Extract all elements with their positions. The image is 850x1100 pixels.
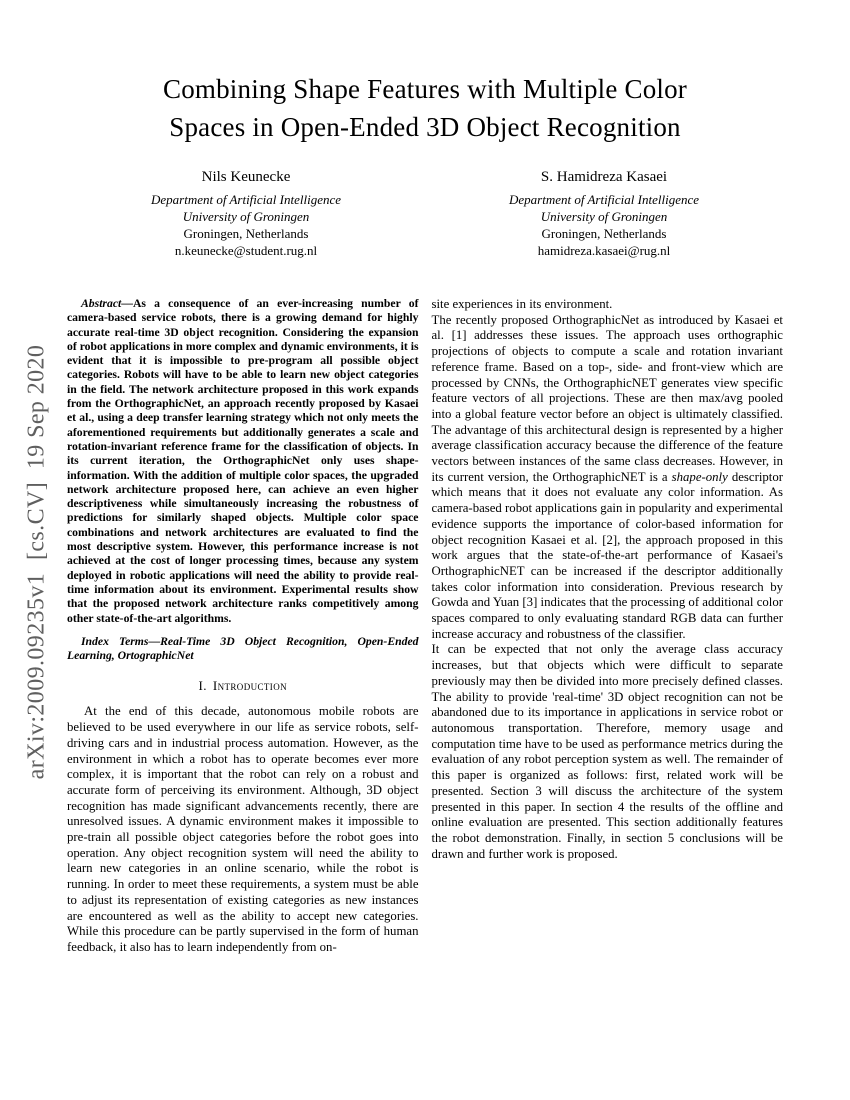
body-paragraph-2-post: descriptor which means that it does not evaluate any color information. As camera-based robot applications gain in popularity and experimental evidence supports the importance of color-based information for object recognition Kasaei et al. [2], the approach proposed in this work argues that the state-of-the-art performance of Kasaei's OrthographicNET can be increased if the descriptor additionally takes color information into consideration. Previous research by Gowda and Yuan [3] indicates that the processing of additional color spaces compared to only evaluating standard RGB data can further increase accuracy and robustness of the classifier. (431, 469, 783, 641)
index-terms-text: —Real-Time 3D Object Recognition, Open-Ended Learning, OrtographicNet (67, 634, 419, 663)
section-number: I. (198, 678, 207, 694)
index-terms (67, 635, 419, 664)
arxiv-watermark: arXiv:2009.09235v1 [cs.CV] 19 Sep 2020 (23, 344, 50, 780)
author-university: University of Groningen (182, 209, 310, 224)
paper-title-line1: Combining Shape Features with Multiple Color (162, 74, 687, 104)
author-block-2 (425, 168, 783, 259)
body-paragraph-2-italic: shape-only (671, 469, 728, 484)
body-paragraph-3: It can be expected that not only the average class accuracy increases, but that objects which were difficult to separate previously may then be divided into more precisely defined classes. The ability to provide 'real-time' 3D object recognition can not be abandoned due to its importance in applications in service robot or autonomous transportation. Therefore, memory usage and computation time have to be used as performance metrics during the evaluation of any robot perception system as well. The remainder of this paper is organized as follows: first, related work will be presented. Section 3 will discuss the architecture of the system presented in this paper. In section 4 the results of the offline and online evaluation are presented. This section additionally features the robot demonstration. Finally, in section 5 conclusions will be drawn and further work is proposed. (431, 642, 783, 861)
section-title: Introduction (212, 678, 287, 694)
author-department: Department of Artificial Intelligence (508, 192, 700, 207)
author-city: Groningen, Netherlands (183, 226, 309, 241)
body-paragraph-2 (432, 313, 784, 643)
intro-paragraph: At the end of this decade, autonomous mobile robots are believed to be used everywhere in our life as service robots, self-driving cars and in industrial process automation. However, as the environment in which a robot has to operate becomes ever more complex, it is important that the robot can rely on a robust and accurate form of perceiving its environment. Although, 3D object recognition has made significant advancements recently, there are unresolved issues. A dynamic environment makes it impossible to pre-train all possible object categories before the robot goes into operation. Any object recognition system will need the ability to learn new categories in an online scenario, while the robot is running. In order to meet these requirements, a system must be able to adjust its representation of existing categories as new instances are encountered as well as the ability to accept new categories. While this procedure can be partly supervised in the form of human feedback, it also has to learn independently from on- (67, 704, 419, 954)
author-university: University of Groningen (540, 209, 668, 224)
abstract (67, 297, 419, 626)
right-column (432, 297, 784, 956)
author-name: S. Hamidreza Kasaei (540, 169, 668, 185)
section-heading-introduction (67, 678, 419, 694)
author-email: hamidreza.kasaei@rug.nl (537, 243, 671, 258)
author-section (67, 168, 783, 259)
body-paragraph-1: site experiences in its environment. (431, 297, 613, 311)
abstract-text: —As a consequence of an ever-increasing number of camera-based service robots, there is a growing demand for highly accurate real-time 3D object recognition. Considering the expansion of robot applications in more complex and dynamic environments, it is evident that it is impossible to pre-program all possible object categories. Robots will have to be able to learn new object categories in the field. The network architecture proposed in this work expands from the OrthographicNet, an approach recently proposed by Kasaei et al., using a deep transfer learning strategy which not only meets the aforementioned requirements but additionally generates a scale and rotation-invariant reference frame for the classification of objects. In its current iteration, the OrthographicNet only uses shape-information. With the addition of multiple color spaces, the upgraded network architecture proposed here, can achieve an even higher descriptiveness while simultaneously increasing the robustness of predictions for similarly shaped objects. Multiple color space combinations and network architectures are evaluated to find the most descriptive system. However, this performance increase is not achieved at the cost of longer processing times, because any system deployed in robotic applications will need the ability to provide real-time information about its environment. Experimental results show that the proposed network architecture ranks competitively among other state-of-the-art algorithms. (67, 297, 419, 625)
author-block-1 (67, 168, 425, 259)
author-name: Nils Keunecke (201, 169, 291, 185)
left-column (67, 297, 419, 956)
abstract-lead: Abstract (81, 297, 122, 310)
author-email: n.keunecke@student.rug.nl (174, 243, 318, 258)
author-department: Department of Artificial Intelligence (150, 192, 342, 207)
paper-title (0, 0, 850, 146)
paper-title-line2: Spaces in Open-Ended 3D Object Recognition (169, 112, 681, 142)
author-city: Groningen, Netherlands (541, 226, 667, 241)
two-column-body (67, 297, 783, 956)
body-paragraph-2-pre: The recently proposed OrthographicNet as introduced by Kasaei et al. [1] addresses these issues. The approach uses orthographic projections of objects to compute a scale and rotation invariant reference frame. Based on a top-, side- and front-view which are processed by CNNs, the OrthographicNET generates view specific feature vectors of all projections. These are then max/avg pooled into a global feature vector before an object is ultimately classified. The advantage of this architectural design is represented by a higher average classification accuracy because the difference of the feature vectors between instances of the same class decreases. However, in its current version, the OrthographicNET is a (431, 312, 783, 484)
index-terms-lead: Index Terms (81, 634, 149, 648)
